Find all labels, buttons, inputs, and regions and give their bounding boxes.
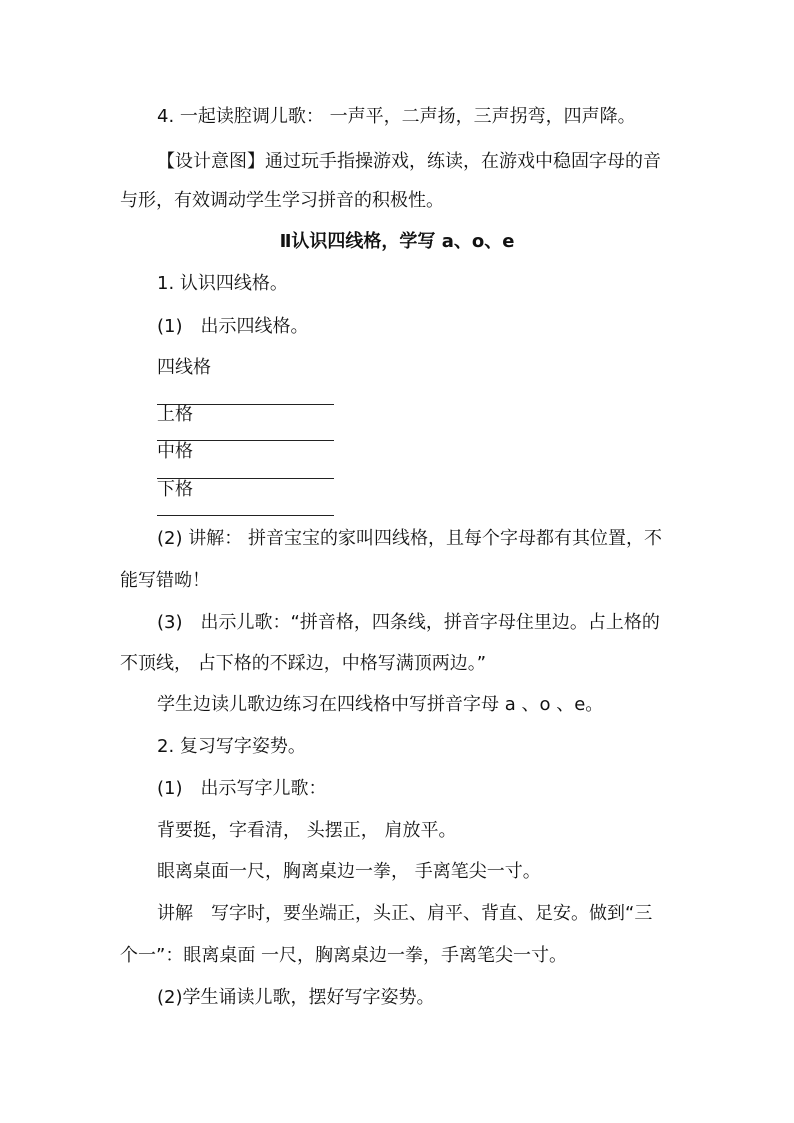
step-2-1: (1) 出示写字儿歌： — [157, 778, 327, 799]
paragraph-design-intent-line2: 与形，有效调动学生学习拼音的积极性。 — [120, 190, 444, 211]
step-1-1: (1) 出示四线格。 — [157, 316, 309, 337]
step-1-heading: 1. 认识四线格。 — [157, 273, 288, 294]
grid-label-upper: 上格 — [157, 404, 193, 425]
step-1-3-line2: 不顶线， 占下格的不踩边，中格写满顶两边。” — [120, 653, 487, 674]
posture-rhyme-line1: 背要挺，字看清， 头摆正， 肩放平。 — [157, 820, 457, 841]
grid-line-4 — [157, 515, 334, 516]
step-1-2-line1: (2) 讲解： 拼音宝宝的家叫四线格，且每个字母都有其位置，不 — [157, 528, 662, 549]
grid-label-lower: 下格 — [157, 479, 193, 500]
paragraph-tone-rhyme: 4. 一起读腔调儿歌： 一声平，二声扬，三声拐弯，四声降。 — [157, 106, 636, 127]
four-line-grid-title: 四线格 — [157, 357, 211, 378]
step-1-2-line2: 能写错呦！ — [120, 570, 210, 591]
step-2-2: (2)学生诵读儿歌，摆好写字姿势。 — [157, 987, 435, 1008]
grid-label-middle: 中格 — [157, 441, 193, 462]
step-1-3-line1: (3) 出示儿歌：“拼音格，四条线，拼音字母住里边。占上格的 — [157, 612, 660, 633]
posture-rhyme-line2: 眼离桌面一尺，胸离桌边一拳， 手离笔尖一寸。 — [157, 861, 541, 882]
step-2-heading: 2. 复习写字姿势。 — [157, 736, 306, 757]
practice-paragraph: 学生边读儿歌边练习在四线格中写拼音字母 a 、o 、e。 — [157, 694, 604, 715]
explanation-line1: 讲解 写字时，要坐端正，头正、肩平、背直、足安。做到“三 — [157, 903, 653, 924]
explanation-line2: 个一”：眼离桌面 一尺，胸离桌边一拳，手离笔尖一寸。 — [120, 945, 568, 966]
section-heading: Ⅱ认识四线格，学写 a、o、e — [279, 231, 515, 252]
paragraph-design-intent-line1: 【设计意图】通过玩手指操游戏，练读，在游戏中稳固字母的音 — [157, 151, 661, 172]
